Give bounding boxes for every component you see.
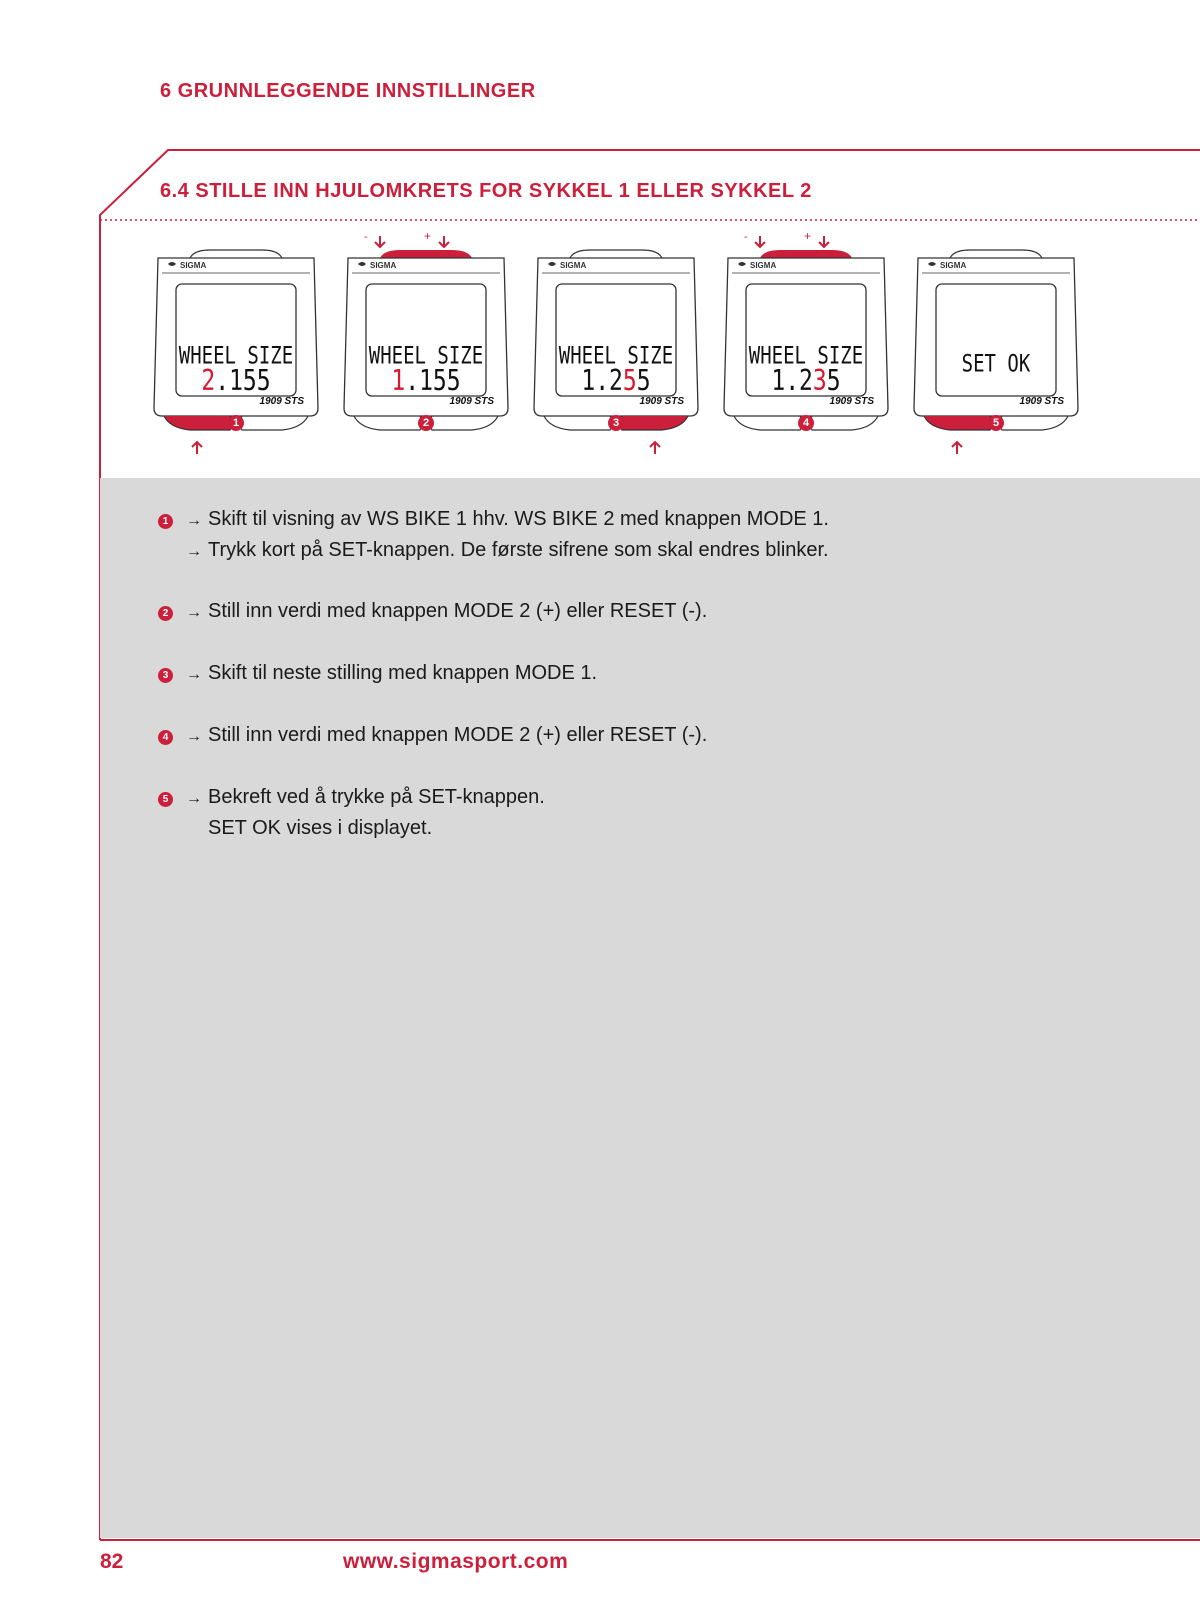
instruction-text: → Skift til neste stilling med knappen MODE 1.: [186, 662, 598, 684]
step-number-badge: 4: [798, 415, 814, 431]
arrow-right-icon: →: [186, 728, 202, 745]
arrow-right-icon: →: [186, 666, 202, 683]
model-label: 1909 STS: [639, 396, 684, 407]
model-label: 1909 STS: [259, 396, 304, 407]
step-number-badge: 2: [158, 606, 173, 621]
lcd-blinking-digit: 3: [812, 364, 827, 398]
svg-text:+: +: [424, 229, 432, 243]
step-number-badge: 3: [608, 415, 624, 431]
instruction-text: → Bekreft ved å trykke på SET-knappen.: [186, 786, 545, 808]
step-number-badge: 2: [418, 415, 434, 431]
model-label: 1909 STS: [449, 396, 494, 407]
lcd-label: WHEEL SIZE: [748, 342, 864, 370]
lcd-value: 1.235: [771, 364, 841, 398]
bike-computer-step-1: [150, 228, 322, 468]
instruction-text: SET OK vises i displayet.: [208, 817, 433, 839]
bike-computer-step-3: [530, 228, 702, 468]
bike-computer-step-5: [910, 228, 1082, 468]
page-number: 82: [100, 1550, 124, 1573]
svg-text:SIGMA: SIGMA: [370, 261, 397, 270]
step-number-badge: 5: [988, 415, 1004, 431]
instruction-text: → Trykk kort på SET-knappen. De første sifrene som skal endres blinker.: [186, 539, 829, 561]
instruction-text: → Still inn verdi med knappen MODE 2 (+) eller RESET (-).: [186, 600, 708, 622]
lcd-label: WHEEL SIZE: [558, 342, 674, 370]
step-number-badge: 4: [158, 730, 173, 745]
svg-text:-: -: [364, 231, 368, 243]
step-number-badge: 5: [158, 792, 173, 807]
lcd-label: WHEEL SIZE: [368, 342, 484, 370]
instruction-text: → Skift til visning av WS BIKE 1 hhv. WS BIKE 2 med knappen MODE 1.: [186, 508, 829, 530]
step-number-badge: 3: [158, 668, 173, 683]
instruction-text: → Still inn verdi med knappen MODE 2 (+) eller RESET (-).: [186, 724, 708, 746]
svg-text:SIGMA: SIGMA: [560, 261, 587, 270]
lcd-value: 1.155: [391, 364, 461, 398]
svg-text:SIGMA: SIGMA: [750, 261, 777, 270]
lcd-label: SET OK: [961, 350, 1031, 378]
svg-text:+: +: [804, 229, 812, 243]
chapter-title: 6 GRUNNLEGGENDE INNSTILLINGER: [160, 80, 536, 102]
lcd-blinking-digit: 2: [201, 364, 216, 398]
svg-text:SIGMA: SIGMA: [940, 261, 967, 270]
bike-computer-step-2: [340, 228, 512, 468]
model-label: 1909 STS: [1019, 396, 1064, 407]
arrow-right-icon: →: [186, 543, 202, 560]
bike-computer-step-4: [720, 228, 892, 468]
lcd-label: WHEEL SIZE: [178, 342, 294, 370]
lcd-value: 2.155: [201, 364, 271, 398]
model-label: 1909 STS: [829, 396, 874, 407]
lcd-blinking-digit: 1: [391, 364, 406, 398]
svg-text:SIGMA: SIGMA: [180, 261, 207, 270]
arrow-right-icon: →: [186, 512, 202, 529]
device-sequence: [150, 228, 1200, 468]
arrow-right-icon: →: [186, 604, 202, 621]
svg-text:-: -: [744, 231, 748, 243]
website-link[interactable]: www.sigmasport.com: [343, 1550, 569, 1573]
step-number-badge: 1: [158, 514, 173, 529]
arrow-right-icon: →: [186, 790, 202, 807]
lcd-blinking-digit: 5: [622, 364, 637, 398]
step-number-badge: 1: [228, 415, 244, 431]
lcd-value: 1.255: [581, 364, 651, 398]
section-title: 6.4 STILLE INN HJULOMKRETS FOR SYKKEL 1 ELLER SYKKEL 2: [160, 180, 812, 202]
instructions-panel: [100, 478, 1200, 1538]
